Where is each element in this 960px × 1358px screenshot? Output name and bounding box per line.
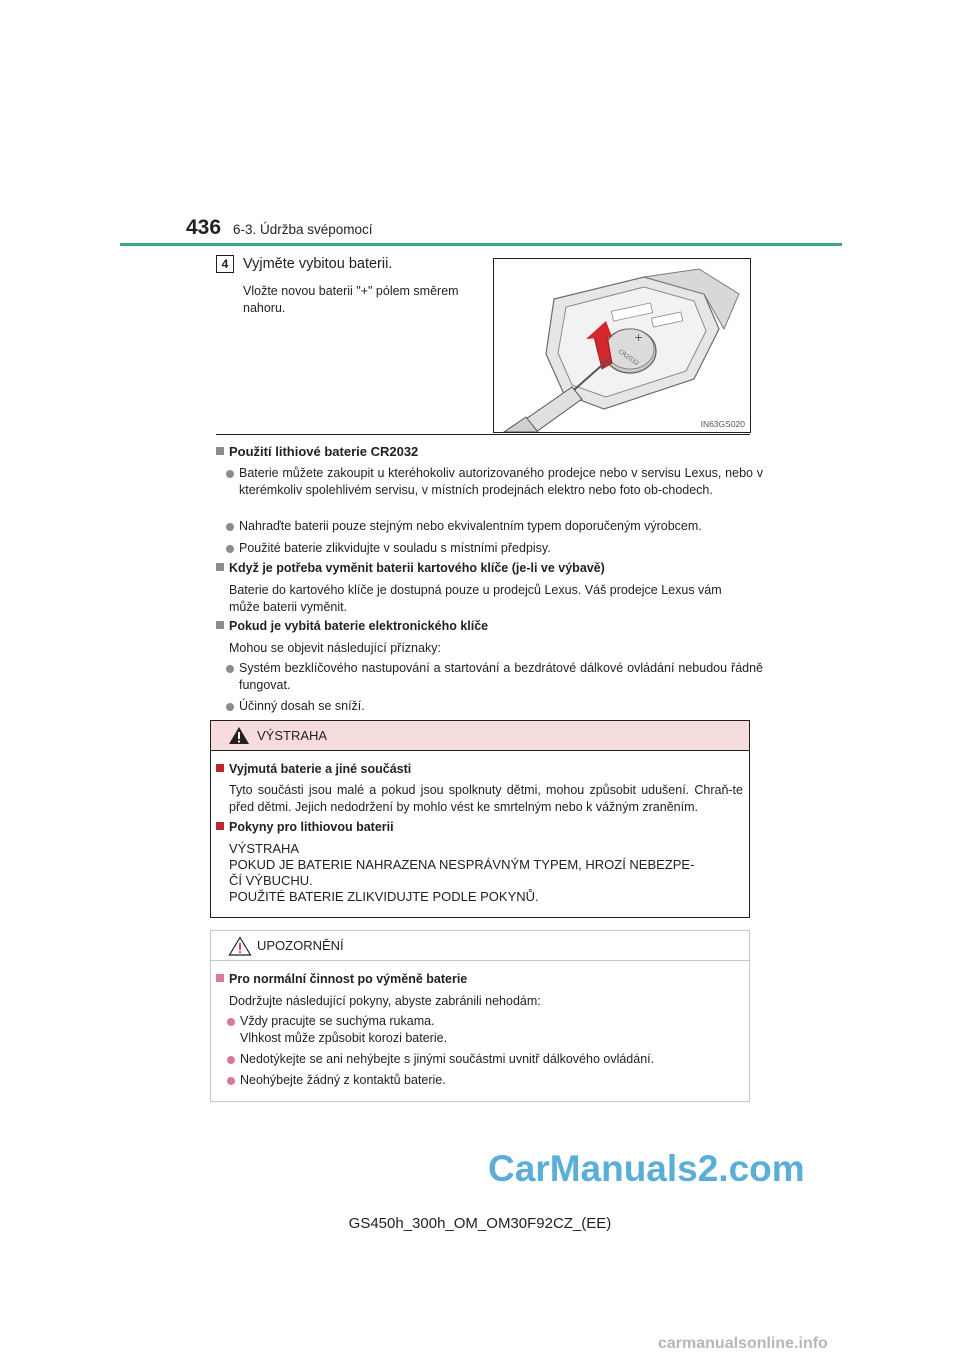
warning-item-text: Tyto součásti jsou malé a pokud jsou spolknuty dětmi, mohou způsobit udušení. Chraň-te před dětmi. Jejich nedodržení by mohlo vést ke smrtelným nebo k vážným zraněním. — [229, 783, 743, 814]
bullet-text: Baterie můžete zakoupit u kteréhokoliv autorizovaného prodejce nebo v servisu Lexus, nebo v kterémkoliv spolehlivém servisu, v místních prodejnách elektro nebo foto ob-chodech. — [239, 466, 763, 497]
bullet-item — [226, 518, 763, 535]
battery-label: CR2032 — [616, 348, 641, 368]
warning-line: VÝSTRAHA — [229, 841, 300, 856]
bullet-text: Použité baterie zlikvidujte v souladu s místními předpisy. — [239, 541, 551, 555]
heading-square-icon — [216, 621, 224, 629]
bullet-text: Neohýbejte žádný z kontaktů baterie. — [240, 1073, 446, 1087]
heading-square-icon — [216, 822, 224, 830]
heading-text: Pokud je vybitá baterie elektronického klíče — [229, 619, 489, 633]
warning-triangle-icon — [228, 726, 250, 745]
caution-intro: Dodržujte následující pokyny, abyste zabránili nehodám: — [229, 994, 541, 1008]
warning-line: ČÍ VÝBUCHU. — [229, 873, 313, 888]
heading-text: Když je potřeba vyměnit baterii kartového klíče (je-li ve výbavě) — [229, 561, 605, 575]
heading-text: Pro normální činnost po výměně baterie — [229, 972, 468, 986]
bullet-text: Vždy pracujte se suchýma rukama. — [240, 1014, 435, 1028]
bullet-item — [226, 540, 763, 557]
heading-square-icon — [216, 974, 224, 982]
caution-title: UPOZORNĚNÍ — [257, 938, 344, 953]
caution-bullet — [227, 1051, 756, 1068]
warning-box — [210, 720, 750, 918]
heading-square-icon — [216, 563, 224, 571]
caution-triangle-icon — [228, 936, 252, 956]
bullet-dot-icon — [226, 665, 234, 673]
bullet-text: Účinný dosah se sníží. — [239, 699, 365, 713]
caution-bullet — [227, 1072, 756, 1089]
heading-electronic-key-battery — [216, 619, 488, 633]
heading-square-icon — [216, 764, 224, 772]
warning-line: POUŽITÉ BATERIE ZLIKVIDUJTE PODLE POKYNŮ. — [229, 889, 539, 904]
bullet-item — [226, 698, 763, 715]
bullet-dot-icon — [226, 703, 234, 711]
heading-text: Pokyny pro lithiovou baterii — [229, 820, 394, 834]
caution-bullet — [227, 1013, 756, 1046]
footer-code: GS450h_300h_OM_OM30F92CZ_(EE) — [348, 1215, 612, 1232]
bullet-dot-icon — [226, 523, 234, 531]
lithium-warning-lines — [229, 841, 694, 905]
bullet-text: Vlhkost může způsobit korozi baterie. — [240, 1030, 448, 1045]
key-fob-illustration — [494, 259, 750, 432]
warning-header — [211, 721, 749, 751]
bullet-dot-icon — [226, 470, 234, 478]
watermark-carmanualsonline: carmanualsonline.info — [658, 1335, 828, 1352]
bullet-dot-icon — [227, 1018, 235, 1026]
card-key-paragraph: Baterie do kartového klíče je dostupná pouze u prodejců Lexus. Váš prodejce Lexus vám může baterii vyměnit. — [229, 583, 722, 614]
warning-title: VÝSTRAHA — [257, 728, 328, 743]
heading-card-key-battery — [216, 561, 605, 575]
caution-heading — [216, 972, 467, 986]
step-subtext: Vložte novou baterii "+" pólem směrem nahoru. — [243, 284, 459, 315]
watermark-carmanuals2: CarManuals2.com — [488, 1148, 805, 1189]
step-title: Vyjměte vybitou baterii. — [243, 256, 393, 272]
bullet-item — [226, 660, 763, 693]
figure-code: IN63GS020 — [700, 419, 745, 429]
caution-header — [211, 931, 749, 961]
section-title: 6-3. Údržba svépomocí — [233, 222, 373, 237]
heading-lithium-battery — [216, 444, 418, 459]
battery-figure — [493, 258, 751, 433]
step-divider — [216, 434, 750, 435]
heading-text: Použití lithiové baterie CR2032 — [229, 444, 419, 459]
caution-box — [210, 930, 750, 1102]
warning-item-heading — [216, 762, 411, 776]
warning-item-heading — [216, 820, 394, 834]
bullet-dot-icon — [227, 1077, 235, 1085]
bullet-dot-icon — [227, 1056, 235, 1064]
bullet-text: Nedotýkejte se ani nehýbejte s jinými součástmi uvnitř dálkového ovládání. — [240, 1052, 655, 1066]
bullet-text: Systém bezklíčového nastupování a startování a bezdrátové dálkové ovládání nebudou řádně fungovat. — [239, 661, 763, 692]
symptoms-intro: Mohou se objevit následující příznaky: — [229, 641, 441, 655]
bullet-text: Nahraďte baterii pouze stejným nebo ekvivalentním typem doporučeným výrobcem. — [239, 519, 702, 533]
battery-plus-sign: + — [634, 331, 644, 344]
warning-line: POKUD JE BATERIE NAHRAZENA NESPRÁVNÝM TYPEM, HROZÍ NEBEZPE- — [229, 857, 695, 872]
heading-square-icon — [216, 447, 224, 455]
heading-text: Vyjmutá baterie a jiné součásti — [229, 762, 412, 776]
page-number: 436 — [186, 216, 222, 239]
bullet-item — [226, 465, 763, 498]
header-rule — [120, 243, 842, 246]
step-number-badge: 4 — [216, 255, 234, 273]
bullet-dot-icon — [226, 545, 234, 553]
